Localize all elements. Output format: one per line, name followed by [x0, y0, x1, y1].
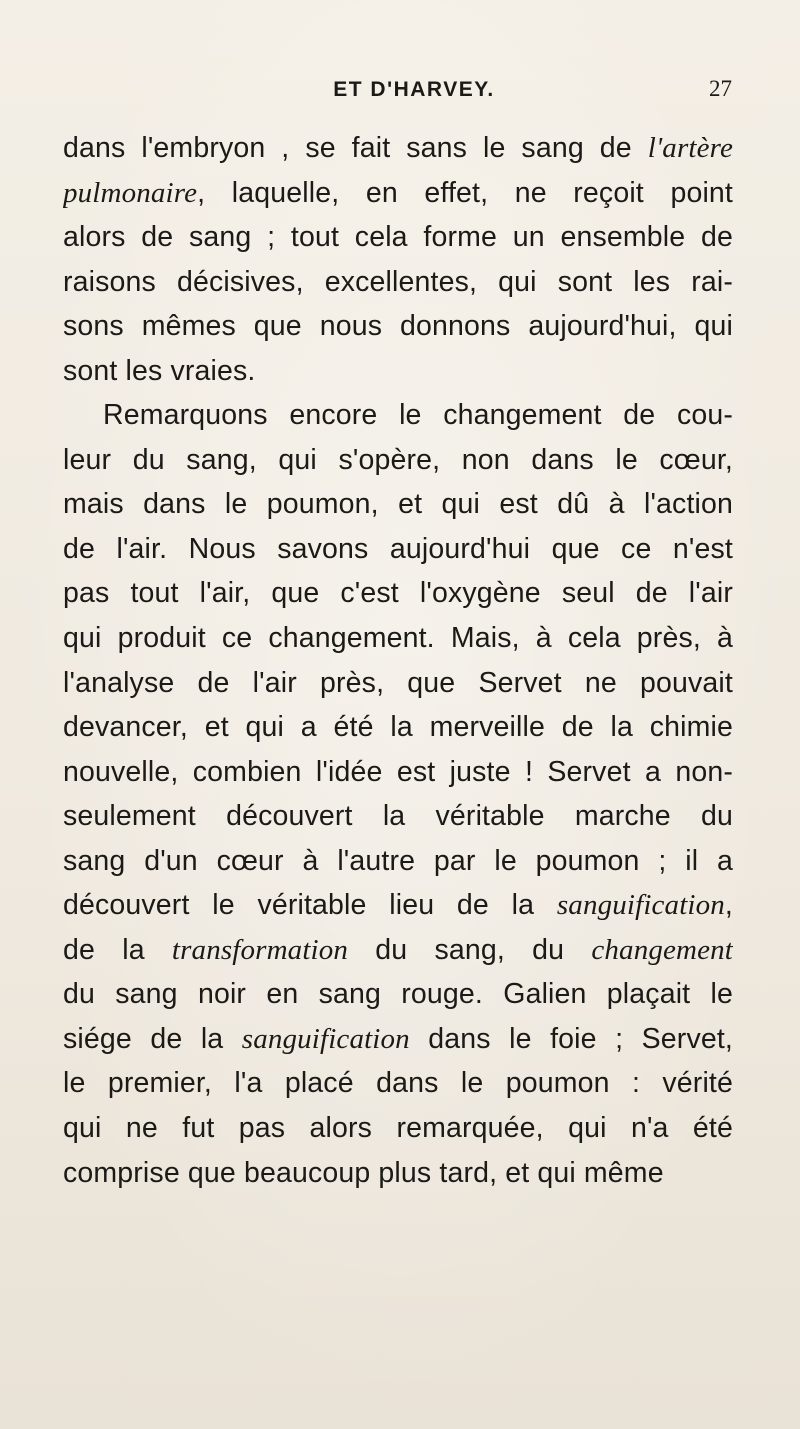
text-line: [63, 1106, 733, 1151]
italic-term: sanguification: [556, 889, 725, 922]
text-line: [63, 1061, 733, 1106]
text-line: [63, 661, 733, 706]
italic-term: l'artère: [647, 132, 733, 164]
page-number: 27: [709, 76, 732, 101]
italic-term: pulmonaire: [63, 176, 198, 209]
text-segment: raisons décisives, excellentes, qui sont les rai-: [63, 265, 733, 298]
italic-term: changement: [591, 933, 733, 966]
text-line: [63, 126, 733, 171]
text-segment: de l'air. Nous savons aujourd'hui que ce n'est: [63, 532, 733, 565]
text-segment: nouvelle, combien l'idée est juste ! Servet a non-: [63, 755, 733, 788]
text-line: [63, 750, 733, 795]
running-title: ET D'HARVEY.: [333, 78, 495, 101]
text-segment: sons mêmes que nous donnons aujourd'hui, qui: [63, 310, 733, 343]
text-line: [63, 171, 733, 216]
italic-term: transformation: [171, 933, 349, 966]
italic-term: sanguification: [241, 1022, 410, 1055]
text-line: [63, 482, 733, 527]
text-segment: qui produit ce changement. Mais, à cela près, à: [63, 622, 733, 655]
text-line: [63, 1017, 733, 1062]
text-segment: comprise que beaucoup plus tard, et qui même: [63, 1156, 664, 1189]
text-segment: pas tout l'air, que c'est l'oxygène seul de l'air: [63, 577, 733, 610]
text-line: [63, 393, 733, 438]
text-segment: seulement découvert la véritable marche du: [63, 800, 733, 833]
text-line: [63, 705, 733, 750]
text-segment: mais dans le poumon, et qui est dû à l'action: [63, 488, 733, 521]
text-segment: dans le foie ; Servet,: [409, 1022, 733, 1055]
text-segment: du sang, du: [348, 933, 592, 966]
text-segment: qui ne fut pas alors remarquée, qui n'a été: [63, 1112, 733, 1145]
text-line: [63, 438, 733, 483]
body-text: [63, 126, 733, 1195]
text-segment: Remarquons encore le changement de cou-: [103, 399, 733, 432]
text-segment: alors de sang ; tout cela forme un ensemble de: [63, 221, 733, 254]
text-line: [63, 215, 733, 260]
text-line: [63, 883, 733, 928]
text-line: [63, 972, 733, 1017]
text-line: [63, 527, 733, 572]
text-segment: l'analyse de l'air près, que Servet ne pouvait: [63, 666, 733, 699]
text-line: [63, 928, 733, 973]
text-segment: sont les vraies.: [63, 354, 256, 387]
text-line: [63, 260, 733, 305]
running-head: [96, 72, 732, 112]
text-segment: le premier, l'a placé dans le poumon : vérité: [63, 1067, 733, 1100]
text-segment: du sang noir en sang rouge. Galien plaçait le: [63, 978, 733, 1011]
text-segment: leur du sang, qui s'opère, non dans le cœur,: [63, 443, 733, 476]
text-line: [63, 839, 733, 884]
text-line: [63, 794, 733, 839]
text-segment: devancer, et qui a été la merveille de la chimie: [63, 711, 733, 744]
text-segment: ,: [724, 889, 733, 922]
text-segment: siége de la: [63, 1022, 242, 1055]
text-segment: découvert le véritable lieu de la: [63, 889, 557, 922]
text-segment: sang d'un cœur à l'autre par le poumon ; il a: [63, 844, 733, 877]
text-segment: , laquelle, en effet, ne reçoit point: [197, 176, 733, 209]
text-segment: dans l'embryon , se fait sans le sang de: [63, 132, 648, 164]
text-line: [63, 616, 733, 661]
text-segment: de la: [63, 933, 172, 966]
text-line: [63, 1151, 733, 1196]
text-line: [63, 571, 733, 616]
text-line: [63, 349, 733, 394]
text-line: [63, 304, 733, 349]
